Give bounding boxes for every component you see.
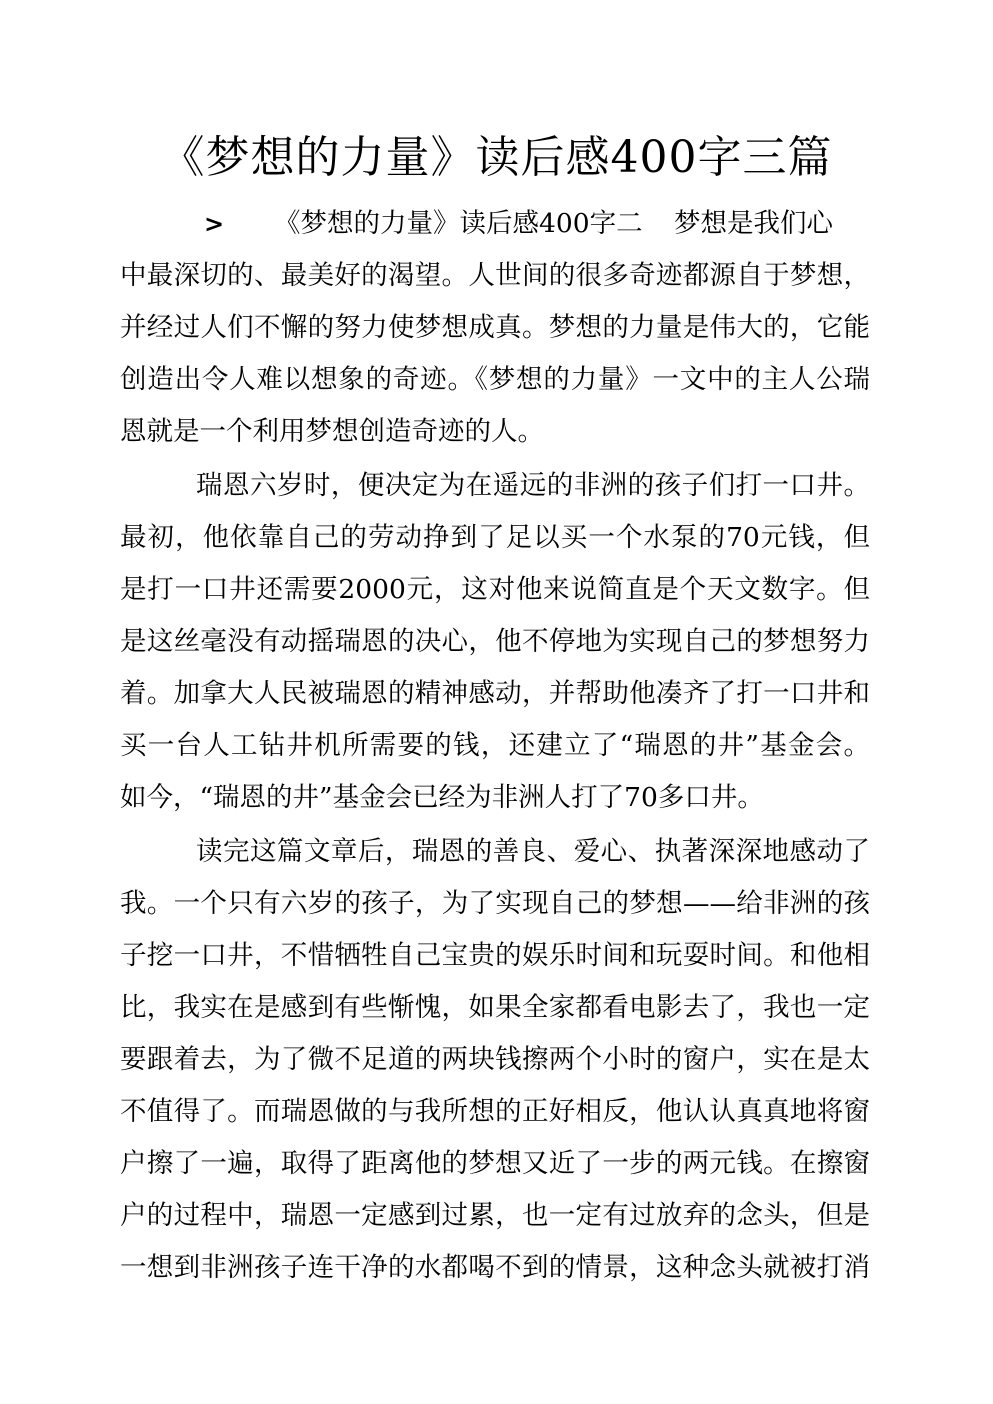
text-line: 我。一个只有六岁的孩子，为了实现自己的梦想——给非洲的孩 xyxy=(120,888,870,919)
text-line: 恩就是一个利用梦想创造奇迹的人。 xyxy=(120,416,544,447)
bullet-marker: > xyxy=(204,210,225,238)
text-line: 比，我实在是感到有些惭愧，如果全家都看电影去了，我也一定 xyxy=(120,992,870,1023)
text-line: 最初，他依靠自己的劳动挣到了足以买一个水泵的70元钱，但 xyxy=(120,522,870,553)
text-line: 户擦了一遍，取得了距离他的梦想又近了一步的两元钱。在擦窗 xyxy=(120,1148,870,1179)
text-line: 着。加拿大人民被瑞恩的精神感动，并帮助他凑齐了打一口井和 xyxy=(120,678,870,709)
section-subheading: 《梦想的力量》读后感400字二 xyxy=(274,208,643,239)
text-line: 买一台人工钻井机所需要的钱，还建立了“瑞恩的井”基金会。 xyxy=(120,730,870,761)
text-line: 子挖一口井，不惜牺牲自己宝贵的娱乐时间和玩耍时间。和他相 xyxy=(120,940,870,971)
paragraph-first-line: 读完这篇文章后，瑞恩的善良、爱心、执著深深地感动了 xyxy=(196,836,870,867)
text-line: 一想到非洲孩子连干净的水都喝不到的情景，这种念头就被打消 xyxy=(120,1252,870,1283)
text-line: 创造出令人难以想象的奇迹。《梦想的力量》一文中的主人公瑞 xyxy=(120,364,870,395)
text-line: 是这丝毫没有动摇瑞恩的决心，他不停地为实现自己的梦想努力 xyxy=(120,626,870,657)
text-line: 中最深切的、最美好的渴望。人世间的很多奇迹都源自于梦想， xyxy=(120,260,870,291)
text-line: 不值得了。而瑞恩做的与我所想的正好相反，他认认真真地将窗 xyxy=(120,1096,870,1127)
document-title: 《梦想的力量》读后感400字三篇 xyxy=(160,132,833,183)
text-line: 并经过人们不懈的努力使梦想成真。梦想的力量是伟大的，它能 xyxy=(120,312,870,343)
text-line: 要跟着去，为了微不足道的两块钱擦两个小时的窗户，实在是太 xyxy=(120,1044,870,1075)
paragraph-lead-text: 梦想是我们心 xyxy=(674,208,833,239)
intro-line xyxy=(120,204,870,244)
text-line: 户的过程中，瑞恩一定感到过累，也一定有过放弃的念头，但是 xyxy=(120,1200,870,1231)
text-line: 如今，“瑞恩的井”基金会已经为非洲人打了70多口井。 xyxy=(120,782,764,813)
text-line: 是打一口井还需要2000元，这对他来说简直是个天文数字。但 xyxy=(120,574,870,605)
paragraph-first-line: 瑞恩六岁时，便决定为在遥远的非洲的孩子们打一口井。 xyxy=(196,470,870,501)
